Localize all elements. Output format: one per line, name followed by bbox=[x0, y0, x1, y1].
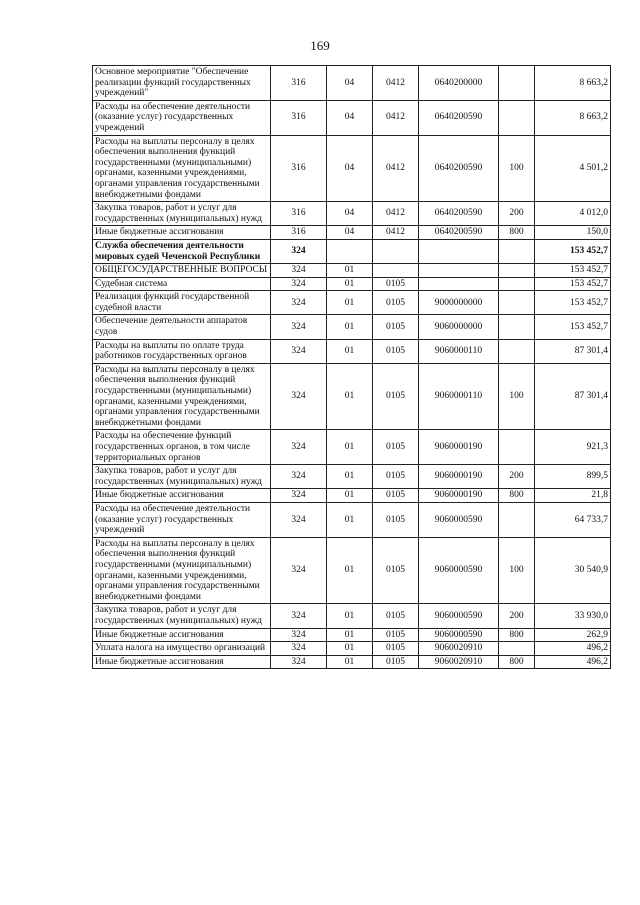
cell-target-article: 9060000110 bbox=[419, 363, 499, 430]
cell-target-article: 9060000110 bbox=[419, 339, 499, 363]
cell-target-article: 9060020910 bbox=[419, 655, 499, 669]
cell-amount: 8 663,2 bbox=[535, 66, 611, 101]
cell-name: Иные бюджетные ассигнования bbox=[93, 489, 271, 503]
cell-expense-type: 200 bbox=[499, 604, 535, 628]
cell-department-code: 324 bbox=[271, 655, 327, 669]
cell-amount: 150,0 bbox=[535, 226, 611, 240]
cell-expense-type bbox=[499, 315, 535, 339]
cell-name: Расходы на обеспечение функций государственных органов, в том числе территориальных органов bbox=[93, 430, 271, 465]
cell-expense-type bbox=[499, 642, 535, 656]
cell-department-code: 324 bbox=[271, 489, 327, 503]
cell-subsection-code: 0105 bbox=[373, 277, 419, 291]
cell-section-code: 01 bbox=[327, 604, 373, 628]
cell-subsection-code: 0412 bbox=[373, 66, 419, 101]
cell-expense-type: 800 bbox=[499, 489, 535, 503]
cell-target-article: 9060020910 bbox=[419, 642, 499, 656]
cell-name: Расходы на выплаты персоналу в целях обеспечения выполнения функций государственными (муниципальными) органами, казенными учреждениями, органами управления государственными внебюджетными фондами bbox=[93, 537, 271, 604]
cell-amount: 262,9 bbox=[535, 628, 611, 642]
table-row bbox=[93, 291, 611, 315]
cell-target-article: 9060000590 bbox=[419, 537, 499, 604]
cell-target-article: 9060000590 bbox=[419, 604, 499, 628]
cell-section-code: 04 bbox=[327, 100, 373, 135]
cell-subsection-code: 0105 bbox=[373, 363, 419, 430]
cell-section-code: 01 bbox=[327, 655, 373, 669]
cell-department-code: 324 bbox=[271, 537, 327, 604]
cell-department-code: 324 bbox=[271, 430, 327, 465]
cell-department-code: 324 bbox=[271, 239, 327, 263]
cell-name: Расходы на выплаты персоналу в целях обеспечения выполнения функций государственными (муниципальными) органами, казенными учреждениями, органами управления государственными внебюджетными фондами bbox=[93, 135, 271, 202]
cell-subsection-code: 0412 bbox=[373, 226, 419, 240]
cell-name: Расходы на выплаты персоналу в целях обеспечения выполнения функций государственными (муниципальными) органами, казенными учреждениями, органами управления государственными внебюджетными фондами bbox=[93, 363, 271, 430]
cell-name: Иные бюджетные ассигнования bbox=[93, 628, 271, 642]
cell-section-code: 01 bbox=[327, 430, 373, 465]
cell-target-article: 0640200000 bbox=[419, 66, 499, 101]
table-row bbox=[93, 489, 611, 503]
cell-amount: 153 452,7 bbox=[535, 291, 611, 315]
cell-subsection-code: 0105 bbox=[373, 489, 419, 503]
table-row bbox=[93, 277, 611, 291]
cell-target-article: 9000000000 bbox=[419, 291, 499, 315]
cell-section-code: 04 bbox=[327, 202, 373, 226]
budget-table bbox=[92, 65, 611, 669]
cell-expense-type bbox=[499, 277, 535, 291]
table-row bbox=[93, 202, 611, 226]
cell-subsection-code: 0105 bbox=[373, 291, 419, 315]
cell-department-code: 324 bbox=[271, 363, 327, 430]
cell-subsection-code: 0105 bbox=[373, 315, 419, 339]
cell-amount: 64 733,7 bbox=[535, 502, 611, 537]
cell-department-code: 324 bbox=[271, 277, 327, 291]
cell-department-code: 324 bbox=[271, 339, 327, 363]
cell-amount: 153 452,7 bbox=[535, 315, 611, 339]
cell-department-code: 324 bbox=[271, 642, 327, 656]
cell-target-article bbox=[419, 264, 499, 278]
cell-expense-type bbox=[499, 264, 535, 278]
cell-name: Реализация функций государственной судебной власти bbox=[93, 291, 271, 315]
cell-department-code: 324 bbox=[271, 315, 327, 339]
table-row bbox=[93, 339, 611, 363]
table-row bbox=[93, 430, 611, 465]
cell-target-article: 9060000000 bbox=[419, 315, 499, 339]
cell-expense-type bbox=[499, 239, 535, 263]
table-row bbox=[93, 315, 611, 339]
cell-name: Служба обеспечения деятельности мировых судей Чеченской Республики bbox=[93, 239, 271, 263]
cell-expense-type bbox=[499, 339, 535, 363]
cell-expense-type bbox=[499, 66, 535, 101]
cell-section-code: 01 bbox=[327, 537, 373, 604]
cell-department-code: 324 bbox=[271, 628, 327, 642]
cell-subsection-code: 0105 bbox=[373, 628, 419, 642]
cell-expense-type bbox=[499, 100, 535, 135]
cell-department-code: 316 bbox=[271, 135, 327, 202]
cell-target-article: 9060000190 bbox=[419, 430, 499, 465]
cell-expense-type bbox=[499, 291, 535, 315]
cell-expense-type: 100 bbox=[499, 537, 535, 604]
cell-name: Расходы на выплаты по оплате труда работников государственных органов bbox=[93, 339, 271, 363]
table-row bbox=[93, 66, 611, 101]
cell-amount: 87 301,4 bbox=[535, 339, 611, 363]
cell-amount: 496,2 bbox=[535, 655, 611, 669]
cell-department-code: 316 bbox=[271, 66, 327, 101]
cell-section-code: 01 bbox=[327, 277, 373, 291]
cell-subsection-code: 0105 bbox=[373, 655, 419, 669]
cell-expense-type bbox=[499, 502, 535, 537]
cell-amount: 8 663,2 bbox=[535, 100, 611, 135]
cell-subsection-code: 0105 bbox=[373, 604, 419, 628]
cell-amount: 4 012,0 bbox=[535, 202, 611, 226]
cell-target-article: 0640200590 bbox=[419, 202, 499, 226]
cell-target-article bbox=[419, 277, 499, 291]
cell-subsection-code: 0412 bbox=[373, 100, 419, 135]
cell-subsection-code: 0105 bbox=[373, 465, 419, 489]
cell-department-code: 324 bbox=[271, 291, 327, 315]
cell-amount: 87 301,4 bbox=[535, 363, 611, 430]
table-row bbox=[93, 642, 611, 656]
cell-subsection-code: 0412 bbox=[373, 202, 419, 226]
cell-amount: 153 452,7 bbox=[535, 239, 611, 263]
cell-name: ОБЩЕГОСУДАРСТВЕННЫЕ ВОПРОСЫ bbox=[93, 264, 271, 278]
cell-department-code: 316 bbox=[271, 100, 327, 135]
cell-department-code: 324 bbox=[271, 465, 327, 489]
cell-section-code bbox=[327, 239, 373, 263]
cell-name: Судебная система bbox=[93, 277, 271, 291]
cell-subsection-code: 0105 bbox=[373, 537, 419, 604]
table-row bbox=[93, 604, 611, 628]
cell-section-code: 04 bbox=[327, 66, 373, 101]
cell-expense-type: 100 bbox=[499, 363, 535, 430]
cell-expense-type: 200 bbox=[499, 202, 535, 226]
cell-target-article: 0640200590 bbox=[419, 100, 499, 135]
cell-section-code: 01 bbox=[327, 465, 373, 489]
cell-subsection-code bbox=[373, 239, 419, 263]
cell-expense-type: 800 bbox=[499, 655, 535, 669]
cell-amount: 921,3 bbox=[535, 430, 611, 465]
cell-subsection-code: 0412 bbox=[373, 135, 419, 202]
cell-section-code: 01 bbox=[327, 363, 373, 430]
cell-section-code: 01 bbox=[327, 642, 373, 656]
cell-section-code: 01 bbox=[327, 489, 373, 503]
table-row bbox=[93, 465, 611, 489]
table-row bbox=[93, 502, 611, 537]
cell-target-article: 0640200590 bbox=[419, 226, 499, 240]
cell-expense-type: 100 bbox=[499, 135, 535, 202]
cell-amount: 33 930,0 bbox=[535, 604, 611, 628]
cell-name: Закупка товаров, работ и услуг для государственных (муниципальных) нужд bbox=[93, 465, 271, 489]
cell-name: Закупка товаров, работ и услуг для государственных (муниципальных) нужд bbox=[93, 604, 271, 628]
cell-subsection-code bbox=[373, 264, 419, 278]
table-row bbox=[93, 537, 611, 604]
cell-subsection-code: 0105 bbox=[373, 642, 419, 656]
cell-expense-type: 800 bbox=[499, 628, 535, 642]
cell-name: Основное мероприятие "Обеспечение реализации функций государственных учреждений" bbox=[93, 66, 271, 101]
cell-department-code: 324 bbox=[271, 502, 327, 537]
cell-name: Иные бюджетные ассигнования bbox=[93, 655, 271, 669]
cell-name: Иные бюджетные ассигнования bbox=[93, 226, 271, 240]
cell-name: Расходы на обеспечение деятельности (оказание услуг) государственных учреждений bbox=[93, 502, 271, 537]
cell-amount: 899,5 bbox=[535, 465, 611, 489]
cell-section-code: 04 bbox=[327, 135, 373, 202]
cell-subsection-code: 0105 bbox=[373, 502, 419, 537]
cell-amount: 4 501,2 bbox=[535, 135, 611, 202]
cell-section-code: 01 bbox=[327, 339, 373, 363]
cell-amount: 496,2 bbox=[535, 642, 611, 656]
table-row bbox=[93, 264, 611, 278]
cell-department-code: 316 bbox=[271, 226, 327, 240]
table-row bbox=[93, 628, 611, 642]
cell-target-article bbox=[419, 239, 499, 263]
cell-section-code: 01 bbox=[327, 315, 373, 339]
cell-target-article: 9060000590 bbox=[419, 628, 499, 642]
table-row bbox=[93, 655, 611, 669]
cell-department-code: 316 bbox=[271, 202, 327, 226]
table-row bbox=[93, 363, 611, 430]
cell-target-article: 9060000190 bbox=[419, 465, 499, 489]
cell-name: Закупка товаров, работ и услуг для государственных (муниципальных) нужд bbox=[93, 202, 271, 226]
page-number: 169 bbox=[310, 38, 330, 53]
cell-amount: 30 540,9 bbox=[535, 537, 611, 604]
cell-section-code: 04 bbox=[327, 226, 373, 240]
table-row bbox=[93, 226, 611, 240]
cell-expense-type: 200 bbox=[499, 465, 535, 489]
cell-section-code: 01 bbox=[327, 628, 373, 642]
cell-section-code: 01 bbox=[327, 502, 373, 537]
cell-expense-type bbox=[499, 430, 535, 465]
cell-section-code: 01 bbox=[327, 264, 373, 278]
cell-name: Расходы на обеспечение деятельности (оказание услуг) государственных учреждений bbox=[93, 100, 271, 135]
cell-expense-type: 800 bbox=[499, 226, 535, 240]
cell-amount: 153 452,7 bbox=[535, 277, 611, 291]
cell-amount: 21,8 bbox=[535, 489, 611, 503]
cell-department-code: 324 bbox=[271, 604, 327, 628]
table-row bbox=[93, 239, 611, 263]
budget-table-body bbox=[93, 66, 611, 669]
cell-subsection-code: 0105 bbox=[373, 339, 419, 363]
cell-target-article: 9060000590 bbox=[419, 502, 499, 537]
cell-target-article: 0640200590 bbox=[419, 135, 499, 202]
cell-name: Обеспечение деятельности аппаратов судов bbox=[93, 315, 271, 339]
cell-department-code: 324 bbox=[271, 264, 327, 278]
cell-amount: 153 452,7 bbox=[535, 264, 611, 278]
table-row bbox=[93, 135, 611, 202]
cell-name: Уплата налога на имущество организаций bbox=[93, 642, 271, 656]
table-row bbox=[93, 100, 611, 135]
cell-target-article: 9060000190 bbox=[419, 489, 499, 503]
cell-subsection-code: 0105 bbox=[373, 430, 419, 465]
cell-section-code: 01 bbox=[327, 291, 373, 315]
